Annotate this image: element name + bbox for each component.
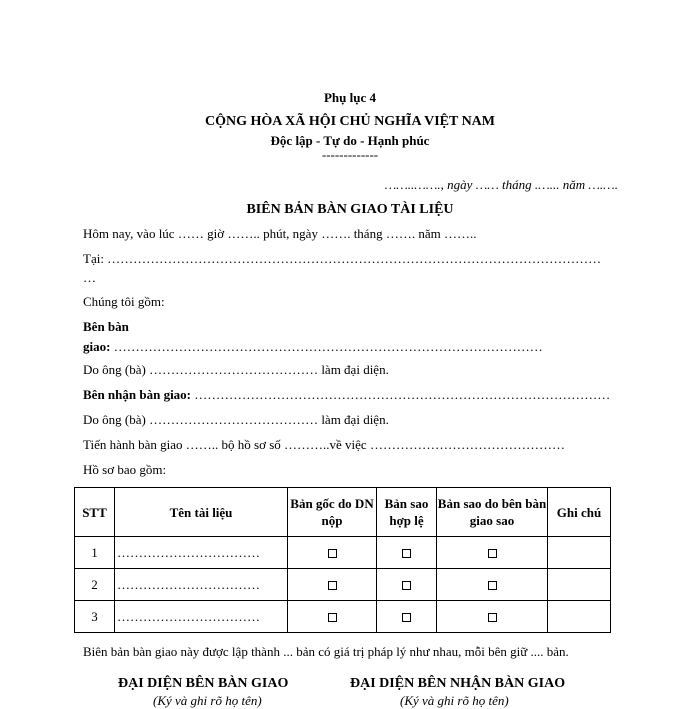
receiver-line (83, 387, 610, 403)
giver-representative: Do ông (bà) ………………………………… làm đại diện. (83, 362, 389, 377)
valid-copy-cell (377, 601, 437, 633)
table-row (75, 601, 611, 633)
records-intro: Hồ sơ bao gồm: (83, 462, 167, 477)
row-document-name: …………………………… (115, 537, 288, 569)
checkbox-icon[interactable] (328, 613, 337, 622)
handover-line: Tiến hành bàn giao …….. bộ hồ sơ số ………..về việc ……………………………………… (83, 437, 565, 452)
row-document-name: …………………………… (115, 601, 288, 633)
location-line-continued: … (83, 270, 96, 285)
document-title: BIÊN BẢN BÀN GIAO TÀI LIỆU (246, 202, 454, 217)
meeting-time-line: Hôm nay, vào lúc …… giờ …….. phút, ngày ……. tháng ……. năm …….. (83, 226, 477, 241)
header-document-name: Tên tài liệu (115, 488, 288, 537)
location-line: Tại: …………………………………………………………………………………………………… (83, 251, 602, 266)
header-notes: Ghi chú (548, 488, 611, 537)
header-giver-copy: Bản sao do bên bàn giao sao (437, 488, 548, 537)
checkbox-icon[interactable] (402, 581, 411, 590)
giver-label-line1: Bên bàn (83, 319, 129, 334)
receiver-dots: …………………………………………………………………………………… (191, 387, 611, 402)
motto-rule: ------------- (321, 147, 379, 162)
original-cell (288, 601, 377, 633)
country-name: CỘNG HÒA XÃ HỘI CHỦ NGHĨA VIỆT NAM (204, 114, 495, 129)
row-stt: 1 (75, 537, 115, 569)
row-document-name: …………………………… (115, 569, 288, 601)
receiver-signature-title: ĐẠI DIỆN BÊN NHẬN BÀN GIAO (350, 676, 566, 691)
original-cell (288, 537, 377, 569)
giver-copy-cell (437, 601, 548, 633)
checkbox-icon[interactable] (488, 581, 497, 590)
receiver-signature-note: (Ký và ghi rõ họ tên) (400, 693, 509, 708)
giver-copy-cell (437, 569, 548, 601)
checkbox-icon[interactable] (488, 613, 497, 622)
giver-signature-title: ĐẠI DIỆN BÊN BÀN GIAO (118, 676, 289, 691)
documents-table (74, 487, 611, 633)
table-header-row (75, 488, 611, 537)
giver-label-line2: giao: (83, 339, 111, 354)
checkbox-icon[interactable] (402, 613, 411, 622)
valid-copy-cell (377, 537, 437, 569)
row-stt: 2 (75, 569, 115, 601)
closing-statement: Biên bản bàn giao này được lập thành ... bản có giá trị pháp lý như nhau, mỗi bên giữ .... bản. (83, 644, 569, 659)
notes-cell (548, 569, 611, 601)
checkbox-icon[interactable] (488, 549, 497, 558)
appendix-label: Phụ lục 4 (323, 90, 376, 105)
original-cell (288, 569, 377, 601)
participants-intro: Chúng tôi gồm: (83, 294, 165, 309)
checkbox-icon[interactable] (328, 549, 337, 558)
header-stt: STT (75, 488, 115, 537)
receiver-label: Bên nhận bàn giao: (83, 387, 192, 402)
checkbox-icon[interactable] (328, 581, 337, 590)
date-line: ……..……., ngày …… tháng .…... năm ….…. (384, 177, 618, 192)
table-row (75, 569, 611, 601)
row-stt: 3 (75, 601, 115, 633)
receiver-representative: Do ông (bà) ………………………………… làm đại diện. (83, 412, 389, 427)
table-row (75, 537, 611, 569)
notes-cell (548, 601, 611, 633)
giver-dots: ……………………………………………………………………………………… (110, 339, 543, 354)
giver-line (83, 339, 543, 355)
national-motto: Độc lập - Tự do - Hạnh phúc (270, 133, 430, 148)
valid-copy-cell (377, 569, 437, 601)
giver-signature-note: (Ký và ghi rõ họ tên) (153, 693, 262, 708)
notes-cell (548, 537, 611, 569)
header-original: Bản gốc do DN nộp (288, 488, 377, 537)
header-valid-copy: Bản sao hợp lệ (377, 488, 437, 537)
giver-copy-cell (437, 537, 548, 569)
checkbox-icon[interactable] (402, 549, 411, 558)
